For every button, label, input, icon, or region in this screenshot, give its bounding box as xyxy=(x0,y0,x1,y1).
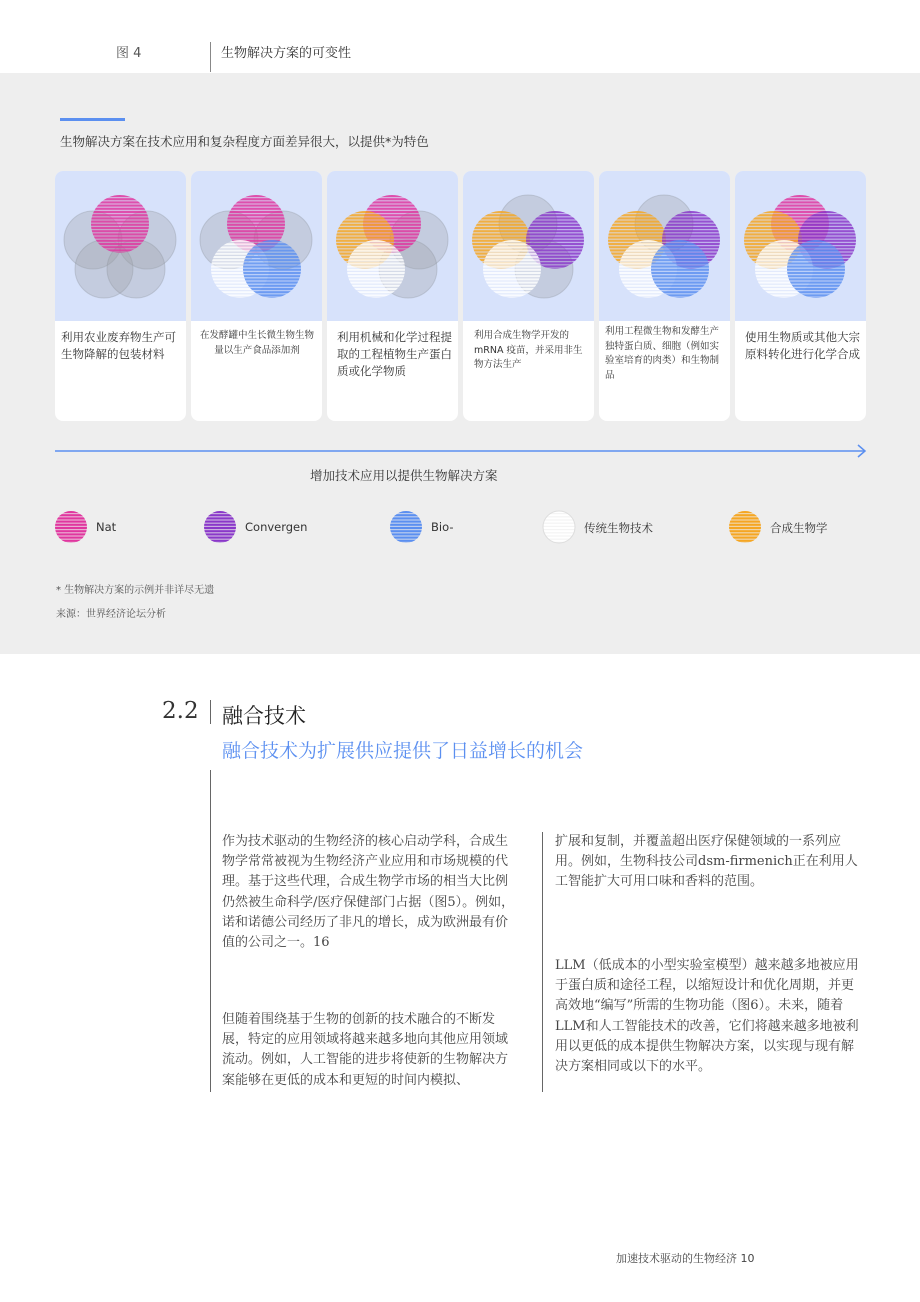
card-2 xyxy=(191,171,322,421)
accent-line xyxy=(60,118,125,121)
legend-swatch xyxy=(729,511,761,544)
figure-number: 图 4 xyxy=(116,46,142,61)
section-subtitle: 融合技术为扩展供应提供了日益增长的机会 xyxy=(222,740,584,762)
section-number: 2.2 xyxy=(162,698,199,724)
venn-diagram xyxy=(463,171,594,321)
card-description: 在发酵罐中生长微生物生物量以生产食品添加剂 xyxy=(199,330,314,356)
figure-title: 生物解决方案的可变性 xyxy=(221,46,352,61)
header-divider xyxy=(210,42,211,72)
body-paragraph: 扩展和复制，并覆盖超出医疗保健领域的一系列应用。例如，生物科技公司dsm-firmenich正在利用人工智能扩大可用口味和香料的范围。 xyxy=(555,834,858,890)
source-note: 来源：世界经济论坛分析 xyxy=(56,609,166,620)
venn-diagram xyxy=(735,171,866,321)
card-6 xyxy=(735,171,866,421)
page-footer: 加速技术驱动的生物经济 10 xyxy=(616,1252,755,1265)
body-paragraph: 但随着围绕基于生物的创新的技术融合的不断发展，特定的应用领域将越来越多地向其他应用领域流动。例如，人工智能的进步将使新的生物解决方案能够在更低的成本和更短的时间内模拟、 xyxy=(222,1012,509,1088)
progression-arrow xyxy=(55,443,870,463)
section-title: 融合技术 xyxy=(222,704,306,728)
card-description: 利用机械和化学过程提取的工程植物生产蛋白质或化学物质 xyxy=(337,330,452,379)
arrow-label: 增加技术应用以提供生物解决方案 xyxy=(310,468,498,483)
footnote: * 生物解决方案的示例并非详尽无遗 xyxy=(56,585,215,596)
card-description: 使用生物质或其他大宗原料转化进行化学合成 xyxy=(745,330,860,362)
card-description: 利用合成生物学开发的 mRNA 疫苗，并采用非生物方法生产 xyxy=(474,330,583,371)
column-divider xyxy=(542,832,543,1092)
venn-diagram xyxy=(191,171,322,321)
card-description: 利用工程微生物和发酵生产独特蛋白质、细胞（例如实验室培育的肉类）和生物制品 xyxy=(605,326,720,382)
venn-diagram xyxy=(599,171,730,321)
body-paragraph: 作为技术驱动的生物经济的核心启动学科，合成生物学常常被视为生物经济产业应用和市场规模的代理。基于这些代理，合成生物学市场的相当大比例仍然被生命科学/医疗保健部门占据（图5）。例如，诺和诺德公司经历了非凡的增长，成为欧洲最有价值的公司之一。16 xyxy=(222,834,515,951)
card-5 xyxy=(599,171,730,421)
card-4 xyxy=(463,171,594,421)
venn-diagram xyxy=(327,171,458,321)
legend-swatch xyxy=(55,511,87,544)
left-column-rule xyxy=(210,770,211,1092)
card-description: 利用农业废弃物生产可生物降解的包装材料 xyxy=(61,330,176,362)
legend-swatch xyxy=(204,511,236,544)
body-paragraph: LLM（低成本的小型实验室模型）越来越多地被应用于蛋白质和途径工程，以缩短设计和优化周期，并更高效地“编写”所需的生物功能（图6）。未来，随着LLM和人工智能技术的改善，它们将越来越多地被利用以更低的成本提供生物解决方案，以实现与现有解决方案相同或以下的水平。 xyxy=(555,958,859,1075)
figure-panel: 生物解决方案在技术应用和复杂程度方面差异很大，以提供*为特色 利用农业废弃物生产可生物降解的包装材料 在发酵罐中生长微生物生物量以生产食品添加剂 利用机械和化学过程提取的工程植物生产蛋白质或化学物质 利用合成生物学开发的 mRNA 疫苗，并采用非生物方法生产 利用工程微生物和发酵生产独特蛋白质、细胞（例如实验室培育的肉类）和生物制品 使用生物质或其他大宗原料转化进行化学合成 增加技术应用以提供生物解决方案 Nat Convergen Bio- 传统生物技术 合成生物学 * 生物解决方案的示例并非详尽无遗 来源：世界经济论坛分析 xyxy=(0,73,920,654)
card-1 xyxy=(55,171,186,421)
figure-subtitle: 生物解决方案在技术应用和复杂程度方面差异很大，以提供*为特色 xyxy=(60,134,429,149)
section-divider xyxy=(210,700,211,724)
venn-diagram xyxy=(55,171,186,321)
legend-swatch xyxy=(390,511,422,544)
card-3 xyxy=(327,171,458,421)
